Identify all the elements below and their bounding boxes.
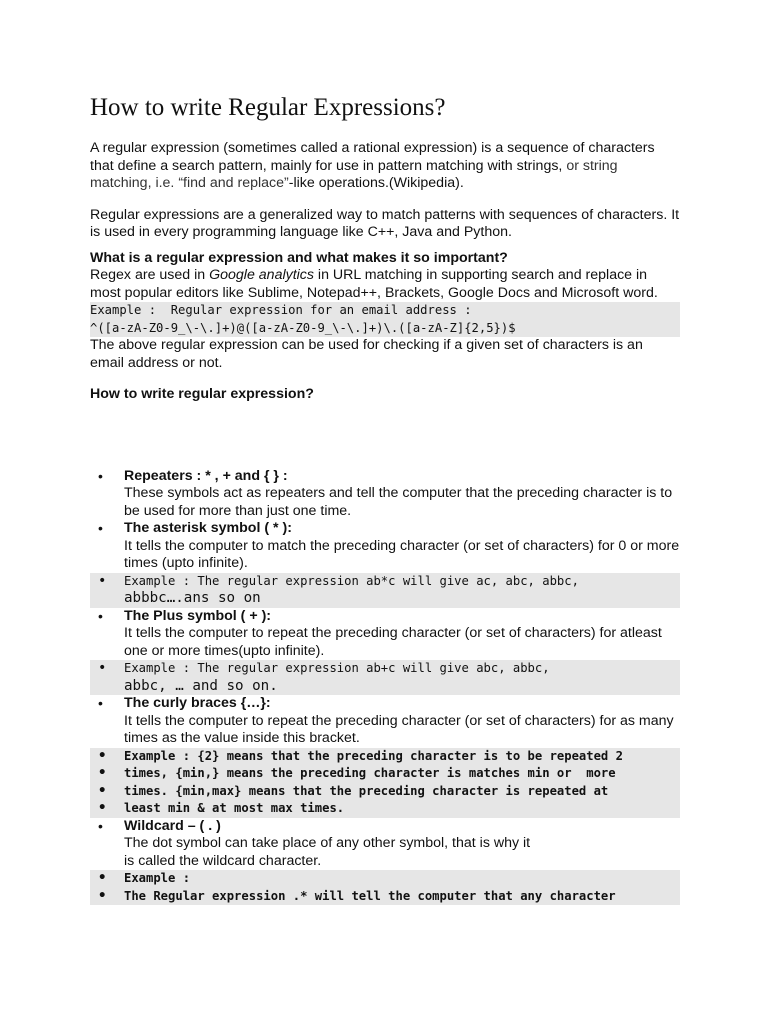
asterisk-example-line-2: abbbc….ans so on [90, 590, 680, 608]
email-example-line-1: Example : Regular expression for an email address : [90, 302, 680, 320]
list-item-curly-braces [90, 695, 680, 748]
wildcard-example-line-1: • Example : [90, 870, 680, 888]
curly-example-line-1: • Example : {2} means that the preceding character is to be repeated 2 [90, 748, 680, 766]
list-item-asterisk [90, 520, 680, 573]
intro-paragraph-2: Regular expressions are a generalized way to match patterns with sequences of characters. It is used in every programming language like C++, Java and Python. [90, 206, 680, 240]
howto-heading: How to write regular expression? [90, 386, 314, 402]
asterisk-heading: • The asterisk symbol ( * ): [124, 520, 292, 536]
regex-concepts-list [90, 468, 680, 906]
intro-paragraph-1 [90, 140, 680, 193]
importance-heading: What is a regular expression and what makes it so important? [90, 249, 508, 266]
plus-example-line-2: abbc, … and so on. [90, 678, 680, 696]
intro-p1-a: A regular expression (sometimes called a rational expression) is a sequence of characters that define a search pattern, mainly for use in pattern matching with strings, [90, 140, 655, 174]
curly-example-line-3: • times. {min,max} means that the preceding character is repeated at [90, 783, 680, 801]
curly-braces-heading: • The curly braces {…}: [124, 695, 271, 711]
list-item-plus [90, 608, 680, 661]
asterisk-example-line-1: • Example : The regular expression ab*c will give ac, abc, abbc, [90, 573, 680, 591]
page-title: How to write Regular Expressions? [90, 94, 446, 121]
plus-example-line-1: • Example : The regular expression ab+c will give abc, abbc, [90, 660, 680, 678]
wildcard-example-line-2: • The Regular expression .* will tell the computer that any character [90, 888, 680, 906]
curly-example-line-4: • least min & at most max times. [90, 800, 680, 818]
importance-text [90, 267, 680, 302]
wildcard-heading: • Wildcard – ( . ) [124, 817, 221, 834]
asterisk-description: It tells the computer to match the preceding character (or set of characters) for 0 or more times (upto infinite). [124, 537, 680, 571]
repeaters-description: These symbols act as repeaters and tell the computer that the preceding character is to be used for more than just one time. [124, 485, 673, 519]
wildcard-description-2: is called the wildcard character. [124, 852, 322, 869]
repeaters-heading: • Repeaters : * , + and { } : [124, 467, 288, 484]
list-item-wildcard [90, 818, 680, 871]
email-regex-code: ^([a-zA-Z0-9_\-\.]+)@([a-zA-Z0-9_\-\.]+)\.([a-zA-Z]{2,5})$ [90, 320, 680, 338]
google-analytics-emphasis: Google analytics [209, 267, 314, 283]
plus-heading: • The Plus symbol ( + ): [124, 607, 272, 624]
wildcard-description-1: The dot symbol can take place of any other symbol, that is why it [124, 835, 531, 851]
document-page [90, 92, 680, 905]
list-item-repeaters [90, 468, 680, 521]
importance-text-a: Regex are used in [90, 267, 210, 283]
email-regex-explanation: The above regular expression can be used for checking if a given set of characters is an email address or not. [90, 337, 643, 371]
curly-braces-description: It tells the computer to repeat the preceding character (or set of characters) for as many times as the value inside this bracket. [124, 712, 674, 746]
intro-p1-c: -like operations.(Wikipedia). [288, 175, 464, 191]
importance-text-b: in URL matching in supporting search and replace in most popular editors like Sublime, Notepad++, Brackets, Google Docs and Microsoft word. [90, 267, 658, 301]
curly-example-line-2: • times, {min,} means the preceding character is matches min or more [90, 765, 680, 783]
plus-description: It tells the computer to repeat the preceding character (or set of characters) for atleast one or more times(upto infinite). [124, 625, 662, 659]
intro-p1-b: or string matching, i.e. “find and replace” [90, 157, 618, 191]
